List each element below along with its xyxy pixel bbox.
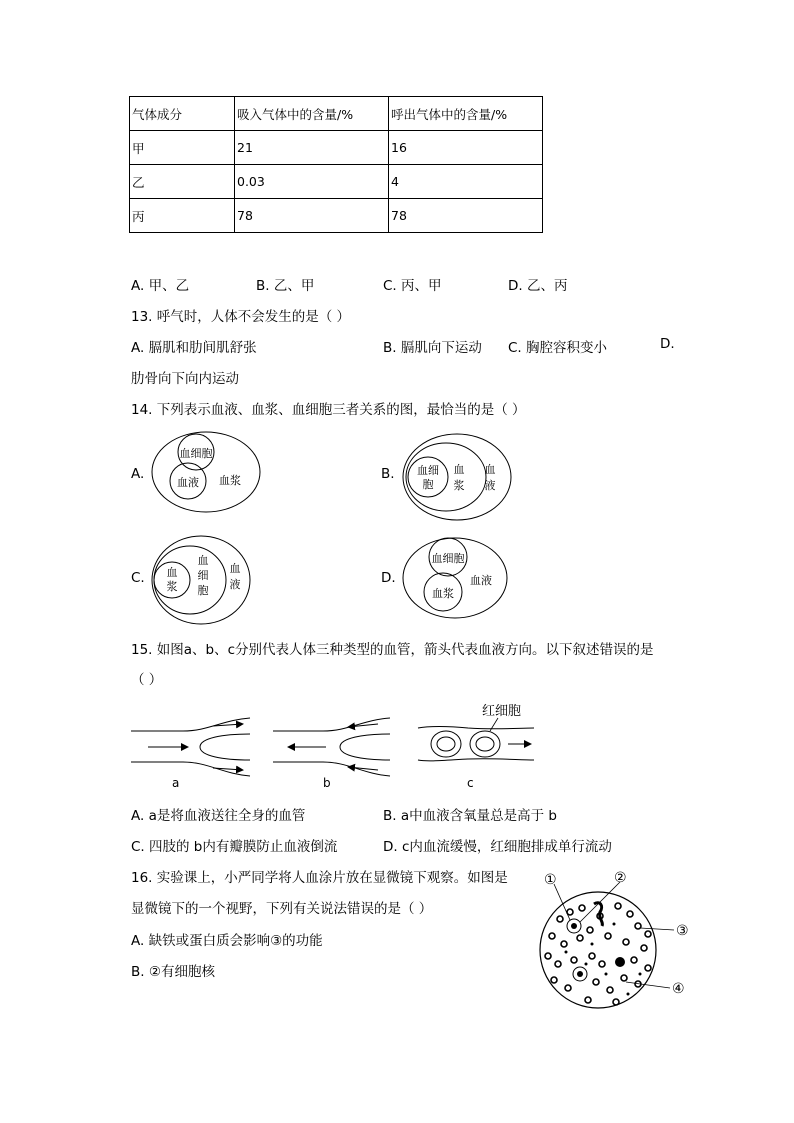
vessel-b [273,718,390,776]
q12-option-a[interactable]: A. 甲、乙 [131,278,190,294]
q16-stem-line2: 显微镜下的一个视野，下列有关说法错误的是（ ） [131,901,433,917]
marker-1: ① [544,872,557,888]
label-blood-cells: 胞 [197,584,209,597]
label-blood-cells: 胞 [422,478,434,491]
vessel-c-capillary [418,718,534,761]
q12-option-c[interactable]: C. 丙、甲 [383,278,442,294]
q15-option-b[interactable]: B. a中血液含氧量总是高于 b [383,808,557,824]
label-blood-cells: 血 [197,554,209,567]
label-plasma: 血 [166,566,178,579]
q15-stem: 15. 如图a、b、c分别代表人体三种类型的血管，箭头代表血液方向。以下叙述错误的是 [131,642,654,658]
q13-option-c[interactable]: C. 胸腔容积变小 [508,340,608,356]
label-blood: 液 [229,578,241,591]
gas-composition-table [129,96,543,233]
vessel-a [131,718,250,776]
q15-option-c[interactable]: C. 四肢的 b内有瓣膜防止血液倒流 [131,839,338,855]
q14-stem: 14. 下列表示血液、血浆、血细胞三者关系的图，最恰当的是（ ） [131,402,526,418]
table-cell: 0.03 [235,165,389,199]
q14-option-a-label[interactable]: A. [131,466,145,482]
table-cell: 21 [235,131,389,165]
table-header-cell: 吸入气体中的含量/% [235,97,389,131]
white-blood-cells [567,919,625,981]
table-header-row [130,97,543,131]
q13-option-d-label[interactable]: D. [660,336,675,352]
q14-option-d-label[interactable]: D. [381,570,396,586]
table-cell: 78 [235,199,389,233]
table-cell: 78 [389,199,543,233]
table-row [130,165,543,199]
label-vessel-a: a [172,776,180,790]
label-blood: 血液 [470,574,492,587]
q15-option-a[interactable]: A. a是将血液送往全身的血管 [131,808,306,824]
table-row [130,131,543,165]
label-plasma: 浆 [453,479,465,492]
label-blood-cells: 血细胞 [179,447,213,460]
q15-stem-paren: （ ） [131,672,163,688]
q14-diagram-c [150,534,252,626]
red-blood-cells [545,903,651,1005]
q15-option-d[interactable]: D. c内血流缓慢，红细胞排成单行流动 [383,839,612,855]
table-cell: 4 [389,165,543,199]
label-vessel-b: b [323,776,331,790]
label-blood-cells: 血细 [417,464,439,477]
table-cell: 丙 [130,199,235,233]
label-vessel-c: c [467,776,474,790]
table-header-cell: 气体成分 [130,97,235,131]
q14-diagram-d [401,536,509,620]
marker-4: ④ [672,981,685,997]
q13-option-a[interactable]: A. 膈肌和肋间肌舒张 [131,340,257,356]
label-blood: 血 [484,463,496,476]
marker-2: ② [614,870,627,886]
q13-stem: 13. 呼气时，人体不会发生的是（ ） [131,309,351,325]
table-cell: 甲 [130,131,235,165]
marker-3: ③ [676,923,689,939]
label-plasma: 血浆 [432,587,454,600]
label-plasma: 血浆 [219,474,241,487]
label-red-blood-cell: 红细胞 [482,704,522,719]
q16-stem-line1: 16. 实验课上，小严同学将人血涂片放在显微镜下观察。如图是 [131,870,508,886]
table-cell: 乙 [130,165,235,199]
label-blood-cells: 血细胞 [431,552,465,565]
q14-diagram-a [150,430,262,514]
microscope-field-diagram [530,864,700,1016]
q13-option-b[interactable]: B. 膈肌向下运动 [383,340,482,356]
q12-option-d[interactable]: D. 乙、丙 [508,278,568,294]
q16-option-b[interactable]: B. ②有细胞核 [131,964,215,980]
q15-vessel-diagram [128,698,538,794]
label-blood: 血 [229,562,241,575]
table-header-cell: 呼出气体中的含量/% [389,97,543,131]
q13-option-d-text[interactable]: 肋骨向下向内运动 [131,371,239,387]
table-row [130,199,543,233]
q14-option-b-label[interactable]: B. [381,466,395,482]
label-plasma: 浆 [166,580,178,593]
label-blood: 液 [484,479,496,492]
q16-option-a[interactable]: A. 缺铁或蛋白质会影响③的功能 [131,933,323,949]
q14-option-c-label[interactable]: C. [131,570,145,586]
table-cell: 16 [389,131,543,165]
q14-diagram-b [401,432,513,522]
label-blood-cells: 细 [197,569,209,582]
label-blood: 血液 [177,476,199,489]
q12-option-b[interactable]: B. 乙、甲 [256,278,315,294]
label-plasma: 血 [453,463,465,476]
